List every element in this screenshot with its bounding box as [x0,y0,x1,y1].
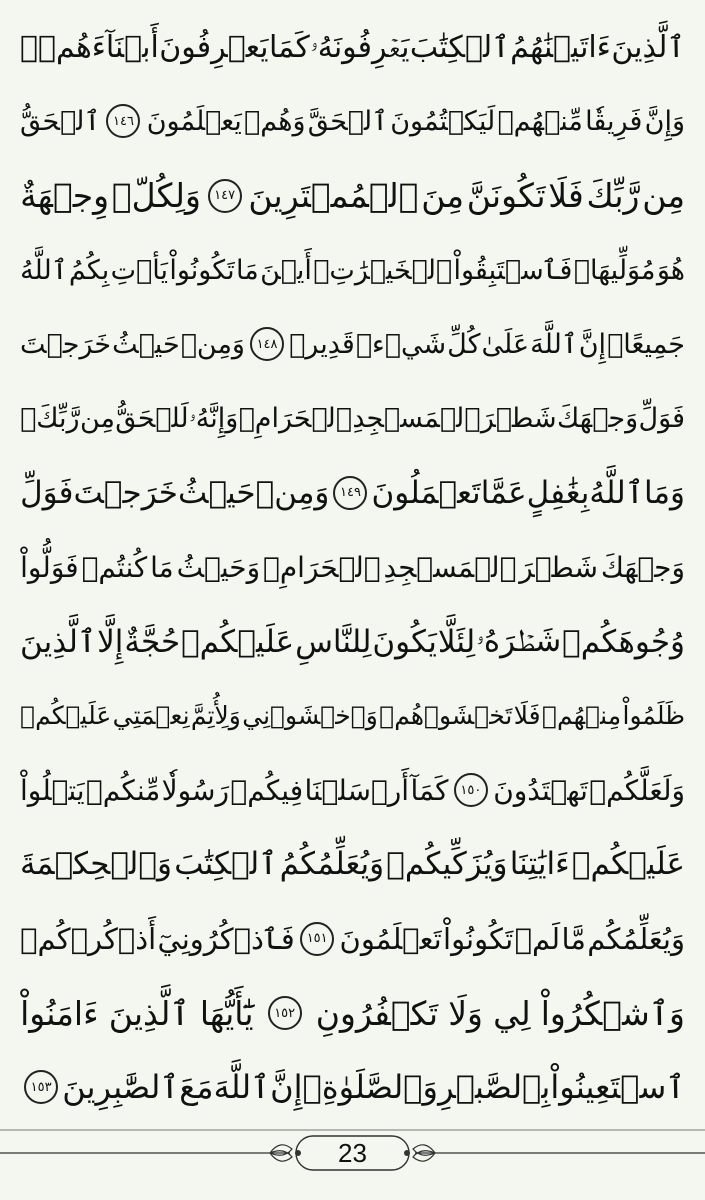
page-footer [0,1128,705,1188]
verse-word: شَطۡرَ [480,403,557,435]
verse-word: تَكُونُواْ [443,921,514,956]
ayah-number-marker: ١٤٦ [106,104,140,138]
verse-word: ٱلَّذِينَ [20,623,97,660]
verse-word: فِيكُمۡ [230,773,304,807]
verse-word: فَوَلُّواْ [20,550,79,584]
verse-word: أَبۡنَآءَهُمۡۖ [20,29,159,65]
verse-word: فَلَا [513,701,541,731]
ayah-number-marker: ١٤٩ [333,476,367,510]
verse-line [20,530,685,604]
verse-word: كُنتُمۡ [81,550,148,584]
verse-word: فَٱسۡتَبِقُواْ [453,254,573,286]
verse-word: وَٱلصَّلَوٰةِۚ [302,1068,438,1107]
verse-word: وَلَعَلَّكُمۡ [589,773,685,807]
verse-word: وَيُعَلِّمُكُم [587,921,685,956]
verse-text-block [20,10,685,1125]
verse-word: قَدِيرٞ [289,328,355,360]
verse-line [20,307,685,381]
verse-word: مَا [150,550,174,584]
verse-line [20,456,685,530]
verse-word: لِئَلَّا [437,623,476,660]
verse-word: وَلَا [448,993,483,1033]
verse-word: وَلِأُتِمَّ [190,701,241,731]
ayah-number-marker: ١٥٢ [268,996,302,1030]
verse-line [20,679,685,753]
verse-word: ٱللَّهُ [589,474,644,511]
verse-word: يَعۡرِفُونَهُۥ [310,29,410,65]
ayah-number-marker: ١٤٧ [208,179,242,213]
verse-word: وَمَا [643,474,685,511]
verse-word: فَلَا [548,176,584,216]
verse-line [20,159,685,233]
verse-word: تَكُونُواْ [169,254,235,286]
verse-word: عَلَىٰ [481,328,530,360]
verse-word: مَعَ [179,1068,214,1107]
verse-word: شَيۡءٖ [355,328,447,360]
verse-word: ٱللَّهُ [20,254,68,286]
verse-word: تَعۡمَلُونَ [371,474,481,511]
verse-word: ٱلَّذِينَ [108,993,190,1033]
verse-word: جَمِيعًاۚ [607,328,685,360]
verse-word: خَرَجۡتَ [73,474,178,511]
verse-word: وَٱلۡحِكۡمَةَ [20,846,172,883]
verse-word: وَمِنۡ [180,328,245,360]
verse-word: كَمَآ [410,773,449,807]
verse-word: تَعۡلَمُونَ [339,921,442,956]
verse-word: تَخۡشَوۡهُمۡ [379,701,513,731]
verse-word: مِّنكُمۡ [85,773,161,807]
verse-word: عَمَّا [480,474,527,511]
verse-word: كَمَا [268,29,310,65]
verse-line [20,84,685,158]
verse-word: تَكُونَنَّ [466,176,546,216]
verse-word: ٱلصَّٰبِرِينَ [62,1068,180,1107]
verse-word: وَإِنَّ [644,105,685,137]
verse-word: لَيَكۡتُمُونَ [390,105,496,137]
verse-word: ٱلۡحَرَامِۚ [263,550,381,584]
verse-word: شَطۡرَهُۥ [476,623,562,660]
verse-line [20,1050,685,1124]
verse-word: كُلِّ [447,328,481,360]
verse-word: إِلَّا [97,623,124,660]
verse-word: وَيُعَلِّمُكُمُ [279,846,385,883]
verse-word: ٱلۡمُمۡتَرِينَ [248,176,419,216]
verse-word: حَيۡثُ [178,474,256,511]
verse-word: ٱلۡحَقَّ [307,105,388,137]
verse-word: رَّبِّكَ [586,176,640,216]
verse-word: ٱلَّذِينَ [611,29,685,65]
verse-word: بِغَٰفِلٍ [526,474,590,511]
verse-word: لِلنَّاسِ [295,623,372,660]
verse-word: فَٱذۡكُرُونِيٓ [157,921,295,956]
verse-word: ٱلۡحَرَامِۖ [238,403,352,435]
verse-word: مِن [642,176,685,216]
verse-word: مِّنۡهُمۡ [497,105,583,137]
verse-word: لِي [493,993,531,1033]
verse-line [20,382,685,456]
verse-word: مُوَلِّيهَاۖ [573,254,656,286]
verse-word: ءَايَٰتِنَا [509,846,570,883]
verse-word: أَذۡكُرۡكُمۡ [20,921,157,956]
verse-word: حُجَّةٌ [124,623,181,660]
ayah-number-marker: ١٥٠ [454,773,488,807]
verse-word: وَهُمۡ [244,105,306,137]
verse-line [20,976,685,1050]
verse-line [20,753,685,827]
verse-word: وَإِنَّهُۥ [188,402,239,434]
verse-word: رَسُولٗا [161,773,230,807]
verse-word: وِجۡهَةٌ [20,176,110,216]
verse-word: يَعۡرِفُونَ [159,29,269,65]
verse-word: ٱللَّهَ [530,328,578,360]
verse-word: ظَلَمُواْ [622,701,685,731]
verse-word: هُوَ [656,254,685,286]
verse-word: أَرۡسَلۡنَا [304,773,410,807]
verse-word: ٱللَّهَ [213,1068,270,1107]
verse-word: وَيُزَكِّيكُمۡ [386,846,508,883]
verse-line [20,902,685,976]
verse-word: وَجۡهَكَ [600,550,685,584]
ayah-number-marker: ١٥١ [300,922,334,956]
verse-word: بِكُمُ [68,254,110,286]
verse-word: ءَامَنُواْ [20,993,99,1033]
verse-word: تَهۡتَدُونَ [493,773,588,807]
verse-word: فَوَلِّ [20,474,74,511]
verse-word: ٱلۡحَقُّ [20,105,101,137]
verse-word: ٱلۡكِتَٰبَ [174,846,278,883]
verse-word: فَرِيقٗا [585,105,643,137]
verse-word: وَٱخۡشَوۡنِي [242,701,378,731]
verse-word: إِنَّ [578,328,607,360]
verse-word: بِٱلصَّبۡرِ [438,1068,551,1107]
verse-word: ءَاتَيۡنَٰهُمُ [510,29,611,65]
verse-line [20,604,685,678]
verse-word: يَٰٓأَيُّهَا [199,993,254,1033]
verse-word: عَلَيۡكُمۡ [20,701,112,731]
verse-word: يَتۡلُواْ [20,773,85,807]
verse-word: تَكۡفُرُونِ [315,993,439,1033]
verse-word: مِنۡهُمۡ [542,701,622,731]
verse-line [20,233,685,307]
verse-word: وَلِكُلّٖ [111,176,201,216]
verse-word: لَلۡحَقُّ [115,403,189,435]
verse-word: عَلَيۡكُمۡ [181,623,295,660]
verse-word: يَكُونَ [372,623,437,660]
ayah-number-marker: ١٤٨ [250,327,284,361]
verse-word: لَمۡ [514,921,561,956]
verse-line [20,10,685,84]
verse-word: ٱلۡكِتَٰبَ [409,29,510,65]
verse-word: فَوَلِّ [638,403,685,435]
verse-word: يَعۡلَمُونَ [146,105,242,137]
verse-word: حَيۡثُ [112,328,180,360]
verse-word: مِن [79,403,115,435]
verse-word: وُجُوهَكُمۡ [562,623,685,660]
verse-word: وَحَيۡثُ [176,550,261,584]
verse-word: رَّبِّكَۗ [20,403,80,435]
verse-word: شَطۡرَ [519,550,598,584]
verse-word: يَأۡتِ [110,254,168,286]
verse-word: عَلَيۡكُمۡ [571,846,685,883]
verse-line [20,827,685,901]
verse-word: وَٱشۡكُرُواْ [540,993,685,1033]
verse-word: أَيۡنَ [260,254,312,286]
verse-word: ٱلۡمَسۡجِدِ [352,403,481,435]
verse-word: إِنَّ [270,1068,303,1107]
verse-word: مِنَ [421,176,465,216]
verse-word: ٱلۡخَيۡرَٰتِۚ [313,254,453,286]
verse-word: مَا [236,254,259,286]
verse-word: ٱسۡتَعِينُواْ [550,1068,685,1107]
verse-word: مَّا [561,921,586,956]
verse-word: وَجۡهَكَ [557,403,639,435]
verse-word: وَمِنۡ [255,474,330,511]
page-number: 23 [338,1138,367,1168]
ayah-number-marker: ١٥٣ [24,1070,58,1104]
verse-word: نِعۡمَتِي [112,701,190,731]
verse-word: ٱلۡمَسۡجِدِ [383,550,517,584]
verse-word: خَرَجۡتَ [20,328,112,360]
